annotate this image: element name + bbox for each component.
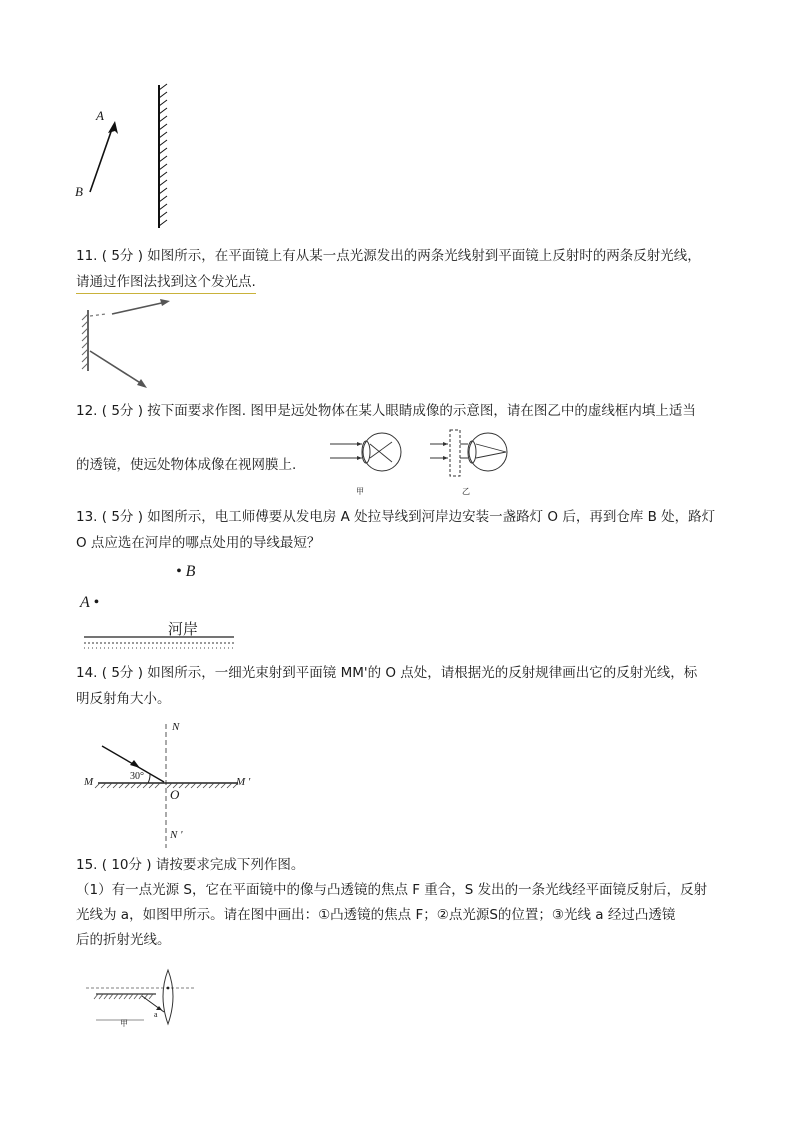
question-text-line2: O 点应选在河岸的哪点处用的导线最短？ [76, 535, 321, 551]
question-score: ( 5分 ) [101, 509, 143, 525]
question-score: ( 10分 ) [101, 857, 152, 873]
label-ray-a: a [154, 1010, 158, 1019]
question-12-line1 [76, 398, 696, 424]
figure-q12-jia [326, 428, 406, 498]
label-point-o: O [170, 787, 180, 802]
figure-q13 [76, 560, 246, 656]
question-part1-line1: （1）有一点光源 S，它在平面镜中的像与凸透镜的焦点 F 重合，S 发出的一条光线经平面镜反射后，反射 [76, 882, 708, 898]
label-mirror-m: M [84, 776, 94, 788]
question-15 [76, 853, 707, 953]
label-river-bank: 河岸 [168, 622, 199, 638]
question-text: 如图所示，在平面镜上有从某一点光源发出的两条光线射到平面镜上反射时的两条反射光线， [147, 248, 701, 264]
question-part1-line2: 光线为 a，如图甲所示。请在图中画出：①凸透镜的焦点 F；②点光源S的位置；③光线 a 经过凸透镜 [76, 907, 676, 923]
question-number: 14. [76, 665, 98, 681]
mirror-arrow-diagram [70, 80, 190, 235]
lens-mirror-diagram [84, 968, 204, 1032]
caption-jia: 甲 [356, 487, 364, 496]
question-text: 如图所示，一细光束射到平面镜 MM'的 O 点处，请根据光的反射规律画出它的反射光线，标 [147, 665, 698, 681]
caption-jia: 甲 [120, 1019, 128, 1028]
label-normal-n: N [172, 721, 180, 733]
question-text-line2: 请通过作图法找到这个发光点. [76, 271, 256, 294]
label-normal-n-prime: N ' [170, 829, 183, 841]
figure-q10 [70, 80, 190, 235]
question-number: 15. [76, 857, 98, 873]
label-angle: 30° [130, 771, 144, 782]
question-number: 12. [76, 403, 98, 419]
label-powerhouse-a: A • [80, 594, 100, 611]
dashed-lens-box[interactable] [450, 430, 460, 476]
question-part1-line3: 后的折射光线。 [76, 932, 171, 948]
figure-q12-yi [428, 428, 510, 498]
eye-diagram-jia [326, 428, 406, 482]
figure-q11 [76, 296, 176, 396]
question-text: 如图所示，电工师傅要从发电房 A 处拉导线到河岸边安装一盏路灯 O 后，再到仓库 B 处，路灯 [147, 509, 716, 525]
question-score: ( 5分 ) [101, 403, 143, 419]
question-text-line2: 明反射角大小。 [76, 691, 171, 707]
caption-yi: 乙 [462, 487, 470, 496]
question-number: 13. [76, 509, 98, 525]
question-13 [76, 504, 715, 556]
eye-diagram-yi [428, 428, 510, 482]
label-mirror-m-prime: M ' [236, 776, 251, 788]
label-b: B [75, 184, 83, 199]
question-score: ( 5分 ) [101, 665, 143, 681]
question-score: ( 5分 ) [101, 248, 143, 264]
question-14 [76, 660, 697, 712]
question-number: 11. [76, 248, 98, 264]
figure-q14 [78, 716, 264, 850]
question-text: 请按要求完成下列作图。 [155, 857, 305, 873]
question-11 [76, 243, 701, 295]
question-12-line2: 的透镜，使远处物体成像在视网膜上. [76, 457, 297, 473]
label-a: A [96, 108, 104, 123]
reflected-rays-diagram [76, 296, 176, 396]
figure-q15 [84, 968, 204, 1032]
river-bank-line [76, 634, 246, 652]
question-text: 按下面要求作图. 图甲是远处物体在某人眼睛成像的示意图，请在图乙中的虚线框内填上适当 [147, 403, 696, 419]
label-warehouse-b: • B [176, 563, 196, 580]
